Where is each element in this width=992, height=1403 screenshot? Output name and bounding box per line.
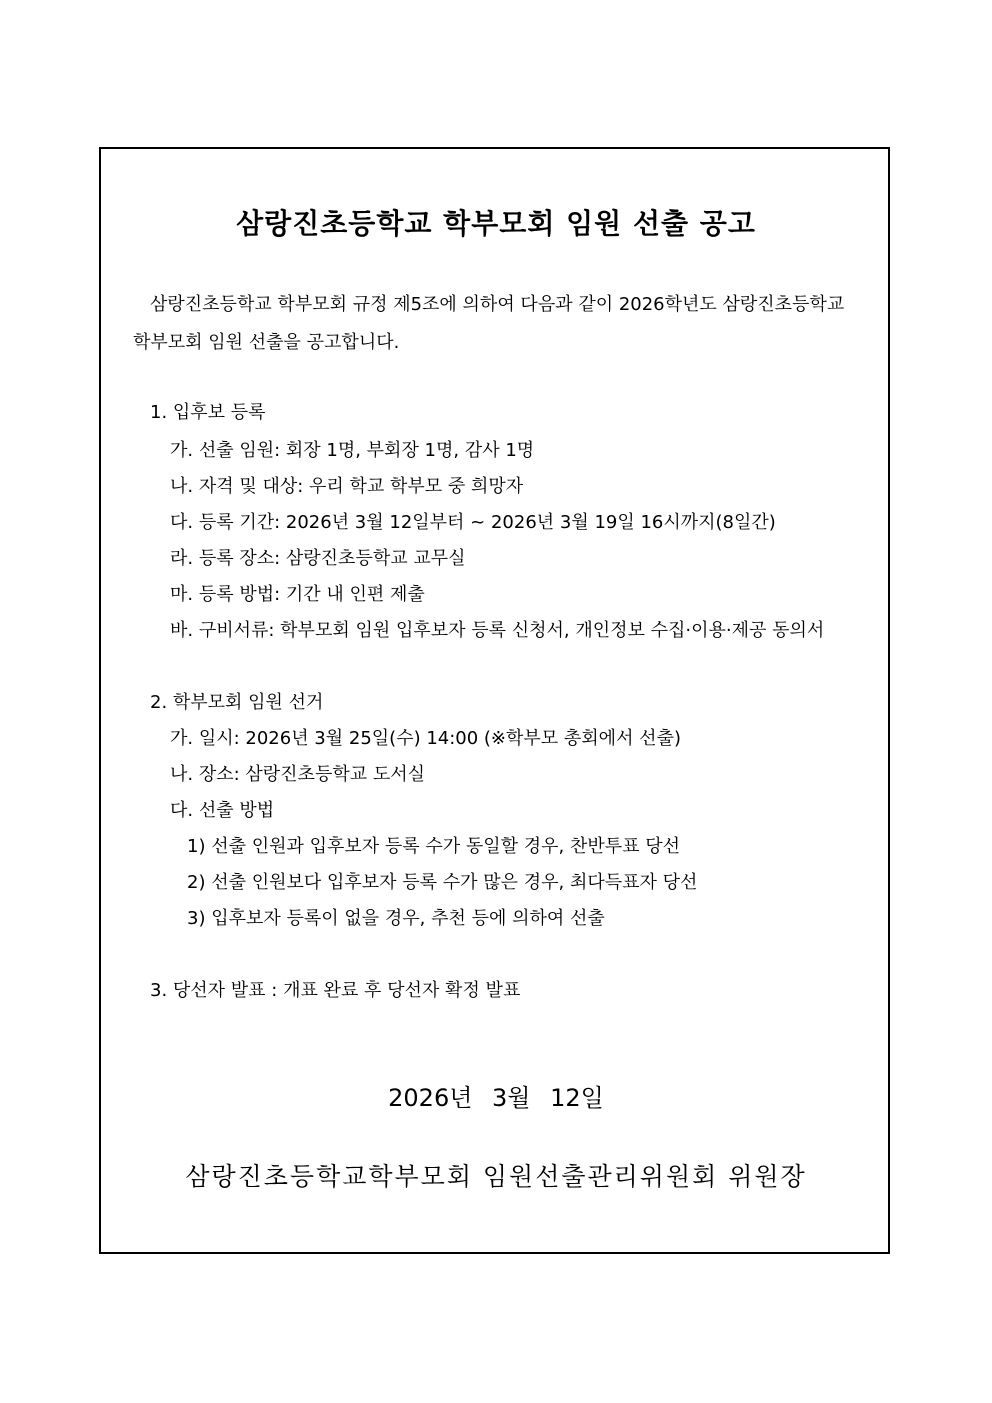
section-1-item: 다. 등록 기간: 2026년 3월 12일부터 ~ 2026년 3월 19일 16시까지(8일간) (170, 512, 776, 533)
section-1-item: 라. 등록 장소: 삼랑진초등학교 교무실 (170, 548, 466, 569)
section-1-item: 나. 자격 및 대상: 우리 학교 학부모 중 희망자 (170, 476, 524, 497)
announcement-date: 2026년 3월 12일 (388, 1084, 604, 1112)
signature-line: 삼랑진초등학교학부모회 임원선출관리위원회 위원장 (185, 1162, 807, 1191)
intro-line-2: 학부모회 임원 선출을 공고합니다. (133, 332, 400, 353)
election-method-item: 1) 선출 인원과 입후보자 등록 수가 동일할 경우, 찬반투표 당선 (187, 836, 681, 857)
section-1-heading: 1. 입후보 등록 (150, 402, 266, 423)
section-1-item: 마. 등록 방법: 기간 내 인편 제출 (170, 584, 425, 605)
section-3-heading: 3. 당선자 발표 : 개표 완료 후 당선자 확정 발표 (150, 980, 521, 1001)
section-1-item: 가. 선출 임원: 회장 1명, 부회장 1명, 감사 1명 (170, 440, 535, 461)
section-1-item: 바. 구비서류: 학부모회 임원 입후보자 등록 신청서, 개인정보 수집·이용·제공 동의서 (170, 620, 825, 641)
document-title: 삼랑진초등학교 학부모회 임원 선출 공고 (236, 207, 756, 240)
section-2-item: 다. 선출 방법 (170, 800, 275, 821)
section-2-item: 가. 일시: 2026년 3월 25일(수) 14:00 (※학부모 총회에서 선출) (170, 728, 681, 749)
intro-line-1: 삼랑진초등학교 학부모회 규정 제5조에 의하여 다음과 같이 2026학년도 삼랑진초등학교 (150, 294, 845, 315)
election-method-item: 3) 입후보자 등록이 없을 경우, 추천 등에 의하여 선출 (187, 908, 605, 929)
election-method-item: 2) 선출 인원보다 입후보자 등록 수가 많은 경우, 최다득표자 당선 (187, 872, 698, 893)
section-2-item: 나. 장소: 삼랑진초등학교 도서실 (170, 764, 425, 785)
section-2-heading: 2. 학부모회 임원 선거 (150, 692, 324, 713)
